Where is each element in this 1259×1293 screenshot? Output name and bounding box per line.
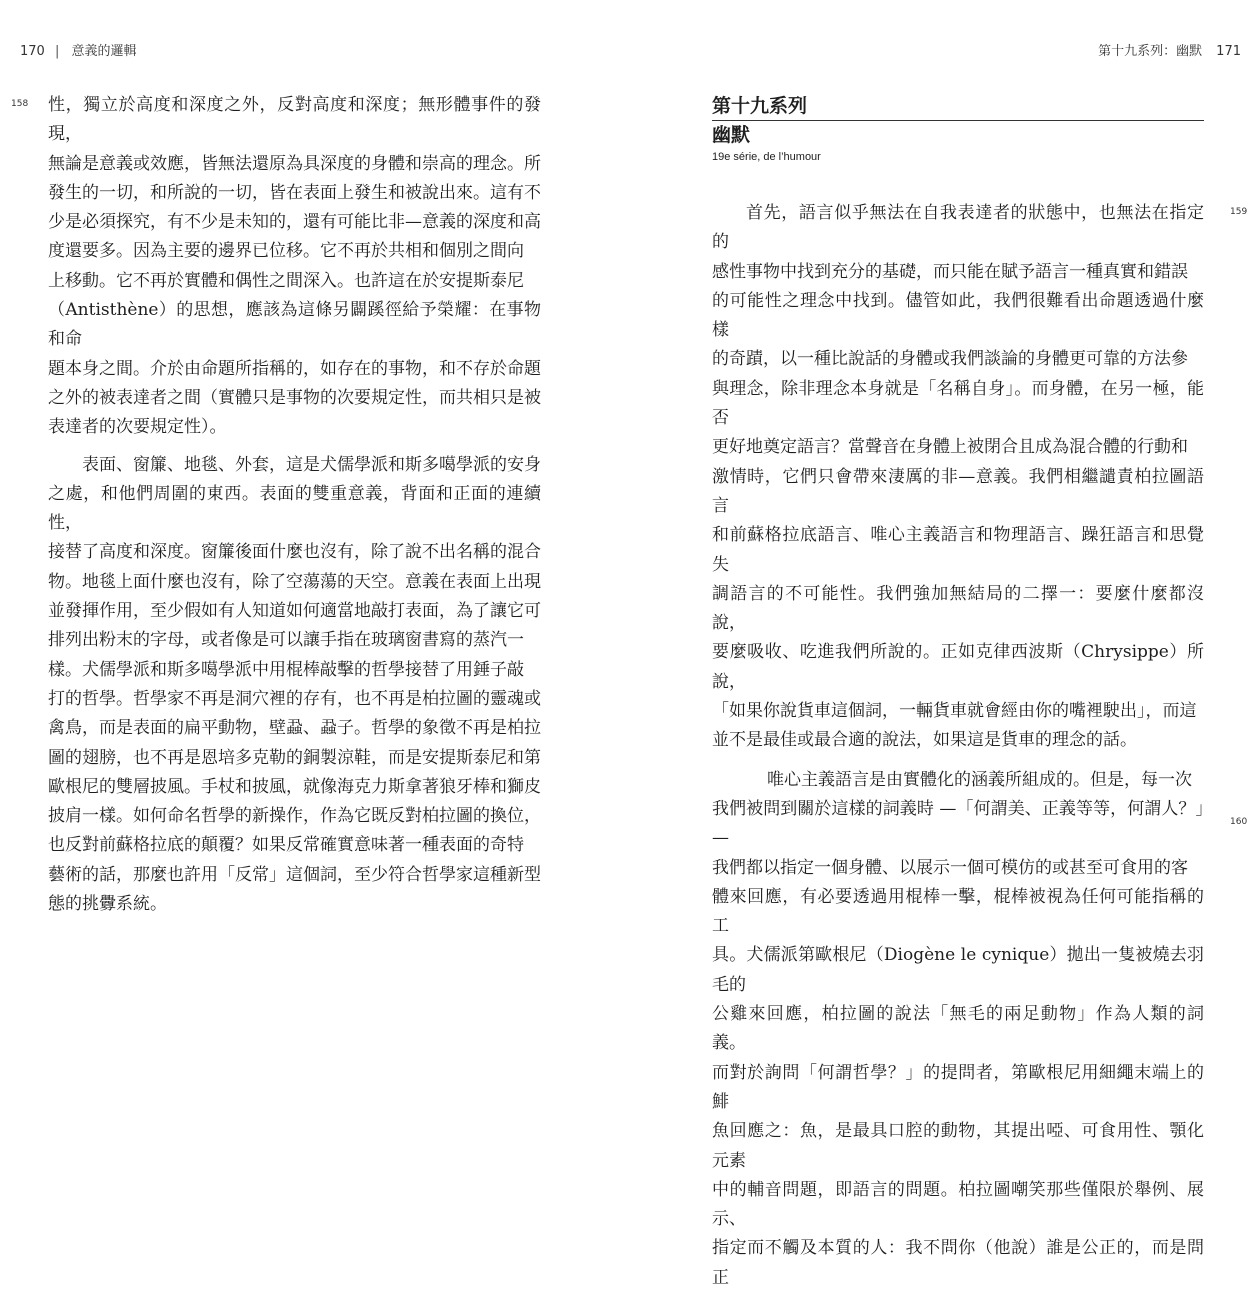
book-title: 意義的邏輯	[71, 44, 137, 59]
paragraph: 性，獨立於高度和深度之外，反對高度和深度；無形體事件的發現， 無論是意義或效應，皆無法還原為具深度的身體和崇高的理念。所 發生的一切，和所說的一切，皆在表面上發生和被說出來。這有不 少是必須探究，有不少是未知的，還有可能比非—意義的深度和高 度還要多。因為主要的邊界已位移。它不再於共相和個別之間向 上移動。它不再於實體和偶性之間深入。也許這在於安提斯泰尼 （Antisthène）的思想，應該為這條另闢蹊徑給予榮耀：在事物和命 題本身之間。介於由命題所指稱的，如存在的事物，和不存於命題 之外的被表達者之間（實體只是事物的次要規定性，而共相只是被 表達者的次要規定性）。	[48, 95, 541, 438]
right-page	[630, 0, 1259, 1288]
right-page-number: 171	[1216, 44, 1241, 59]
right-running-head	[1098, 40, 1241, 59]
series-subtitle: 幽默	[712, 124, 751, 146]
running-head-separator: |	[54, 44, 60, 59]
left-body-text	[48, 91, 541, 919]
margin-number: 158	[11, 99, 29, 109]
left-page-number: 170	[20, 44, 45, 59]
series-french-title: 19e série, de l’humour	[712, 151, 821, 163]
paragraph: 首先，語言似乎無法在自我表達者的狀態中，也無法在指定的 感性事物中找到充分的基礎，而只能在賦予語言一種真實和錯誤 的可能性之理念中找到。儘管如此，我們很難看出命題透過什麼樣 的奇蹟，以一種比說話的身體或我們談論的身體更可靠的方法參 與理念，除非理念本身就是「名稱自身」。而身體，在另一極，能否 更好地奠定語言？當聲音在身體上被閉合且成為混合體的行動和 激情時，它們只會帶來淒厲的非—意義。我們相繼譴責柏拉圖語言 和前蘇格拉底語言、唯心主義語言和物理語言、躁狂語言和思覺失 調語言的不可能性。我們強加無結局的二擇一：要麼什麼都沒說， 要麼吸收、吃進我們所說的。正如克律西波斯（Chrysippe）所說， 「如果你說貨車這個詞，一輛貨車就會經由你的嘴裡駛出」，而這 並不是最佳或最合適的說法，如果這是貨車的理念的話。	[712, 203, 1204, 751]
right-body-text	[712, 199, 1204, 1293]
margin-number: 160	[1230, 817, 1248, 827]
series-title: 第十九系列	[712, 93, 1204, 121]
left-running-head	[20, 40, 137, 59]
margin-number: 159	[1230, 207, 1248, 217]
series-heading	[712, 93, 1204, 164]
paragraph: 表面、窗簾、地毯、外套，這是犬儒學派和斯多噶學派的安身 之處，和他們周圍的東西。表面的雙重意義，背面和正面的連續性， 接替了高度和深度。窗簾後面什麼也沒有，除了說不出名稱的混合 物。地毯上面什麼也沒有，除了空蕩蕩的天空。意義在表面上出現 並發揮作用，至少假如有人知道如何適當地敲打表面，為了讓它可 排列出粉末的字母，或者像是可以讓手指在玻璃窗書寫的蒸汽一 樣。犬儒學派和斯多噶學派中用棍棒敲擊的哲學接替了用錘子敲 打的哲學。哲學家不再是洞穴裡的存有，也不再是柏拉圖的靈魂或 禽鳥，而是表面的扁平動物，壁蝨、蝨子。哲學的象徵不再是柏拉 圖的翅膀，也不再是恩培多克勒的銅製涼鞋，而是安提斯泰尼和第 歐根尼的雙層披風。手杖和披風，就像海克力斯拿著狼牙棒和獅皮 披肩一樣。如何命名哲學的新操作，作為它既反對柏拉圖的換位， 也反對前蘇格拉底的顛覆？如果反常確實意味著一種表面的奇特 藝術的話，那麼也許用「反常」這個詞，至少符合哲學家這種新型 態的挑釁系統。	[48, 454, 541, 915]
chapter-title: 第十九系列：幽默	[1098, 44, 1203, 59]
left-page	[0, 0, 630, 915]
paragraph: 唯心主義語言是由實體化的涵義所組成的。但是，每一次 我們被問到關於這樣的詞義時 —「何謂美、正義等等，何謂人？」— 我們都以指定一個身體、以展示一個可模仿的或甚至可食用的客 體來回應，有必要透過用棍棒一擊，棍棒被視為任何可能指稱的工 具。犬儒派第歐根尼（Diogène le cynique）拋出一隻被燒去羽毛的 公雞來回應，柏拉圖的說法「無毛的兩足動物」作為人類的詞義。 而對於詢問「何謂哲學？」的提問者，第歐根尼用細繩末端上的鯡 魚回應之：魚，是最具口腔的動物，其提出啞、可食用性、顎化元素 中的輔音問題，即語言的問題。柏拉圖嘲笑那些僅限於舉例、展示、 指定而不觸及本質的人：我不問你（他說）誰是公正的，而是問正	[712, 769, 1204, 1288]
